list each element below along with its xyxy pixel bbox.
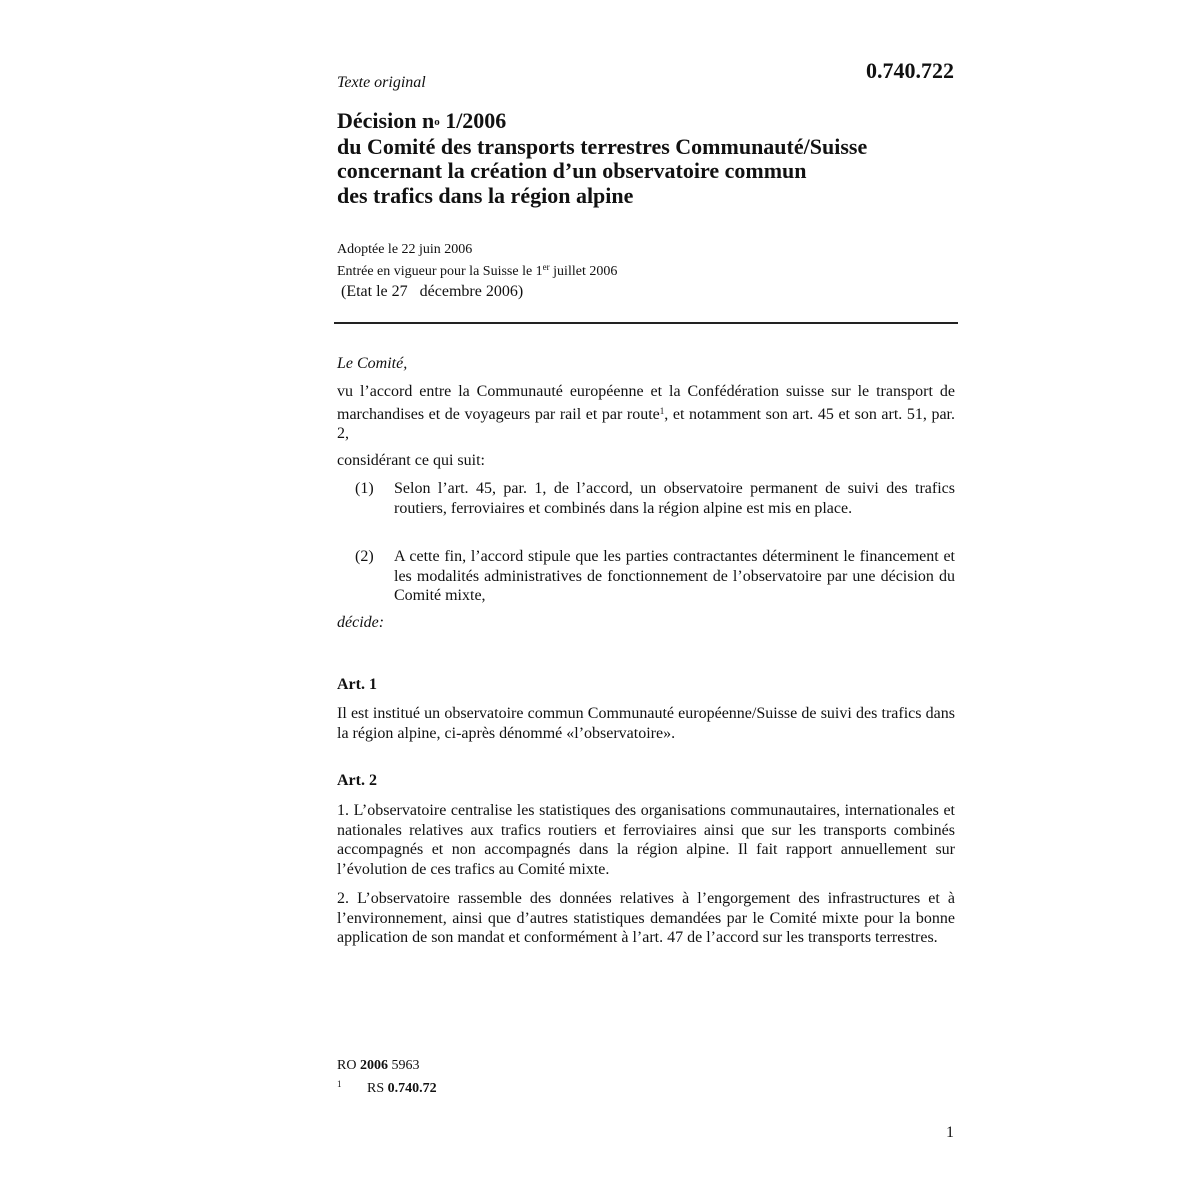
document-title	[337, 109, 957, 208]
recital-text: Selon l’art. 45, par. 1, de l’accord, un observatoire permanent de suivi des trafics routiers, ferroviaires et combinés dans la région alpine est mis en place.	[394, 480, 955, 517]
page-number: 1	[946, 1124, 954, 1141]
document-dates	[337, 242, 617, 280]
article-1-title: Art. 1	[337, 676, 377, 693]
le-comite-heading: Le Comité,	[337, 355, 408, 372]
article-2-paragraph-2: 2. L’observatoire rassemble des données relatives à l’engorgement des infrastructures et à l’environnement, ainsi que d’autres statistiques demandées par le Comité mixte pour la bonne application de son mandat et conformément à l’art. 47 de l’accord sur les transports terrestres.	[337, 890, 955, 946]
title-line-4: des trafics dans la région alpine	[337, 182, 634, 208]
recital-number: (1)	[355, 480, 374, 497]
article-2-title: Art. 2	[337, 772, 377, 789]
article-2-paragraph-1: 1. L’observatoire centralise les statistiques des organisations communautaires, internationales et nationales relatives aux trafics routiers et ferroviaires ainsi que sur les transports combinés accompagnés et non accompagnés dans la région alpine. Il fait rapport annuellement sur l’évolution de ces trafics au Comité mixte.	[337, 802, 955, 878]
status-date: (Etat le 27 décembre 2006)	[341, 283, 524, 300]
considerant-line: considérant ce qui suit:	[337, 452, 485, 469]
recital-item-1	[355, 479, 955, 518]
recital-item-2	[355, 547, 955, 606]
footnote-reference[interactable]: 1	[659, 405, 665, 416]
document-reference-number: 0.740.722	[866, 58, 954, 83]
texte-original-label: Texte original	[337, 74, 426, 91]
decide-line: décide:	[337, 614, 385, 631]
ro-reference: RO 2006 5963	[337, 1058, 420, 1073]
title-line-2: du Comité des transports terrestres Communauté/Suisse	[337, 133, 868, 159]
header-divider	[334, 322, 958, 324]
adoption-date: Adoptée le 22 juin 2006	[337, 242, 473, 257]
vu-paragraph: vu l’accord entre la Communauté européenne et la Confédération suisse sur le transport de marchandises et de voyageurs par rail et par route$^1$, et notamment son art. 45 et son art. 51, par. 2,	[337, 383, 956, 442]
recital-number: (2)	[355, 548, 374, 565]
footnote-number: 1	[337, 1079, 342, 1089]
rs-reference: RS 0.740.72	[367, 1081, 437, 1096]
article-1-paragraph: Il est institué un observatoire commun Communauté européenne/Suisse de suivi des trafics dans la région alpine, ci-après dénommé «l’observatoire».	[337, 705, 955, 742]
entry-into-force-date: Entrée en vigueur pour la Suisse le 1er juillet 2006	[337, 261, 618, 279]
title-line-1: Décision $n^o$ 1/2006	[337, 108, 507, 133]
recital-text: A cette fin, l’accord stipule que les parties contractantes déterminent le financement et les modalités administratives de fonctionnement de l’observatoire par une décision du Comité mixte,	[394, 548, 955, 604]
footnote-1	[337, 1079, 437, 1097]
title-line-3: concernant la création d’un observatoire commun	[337, 158, 807, 183]
